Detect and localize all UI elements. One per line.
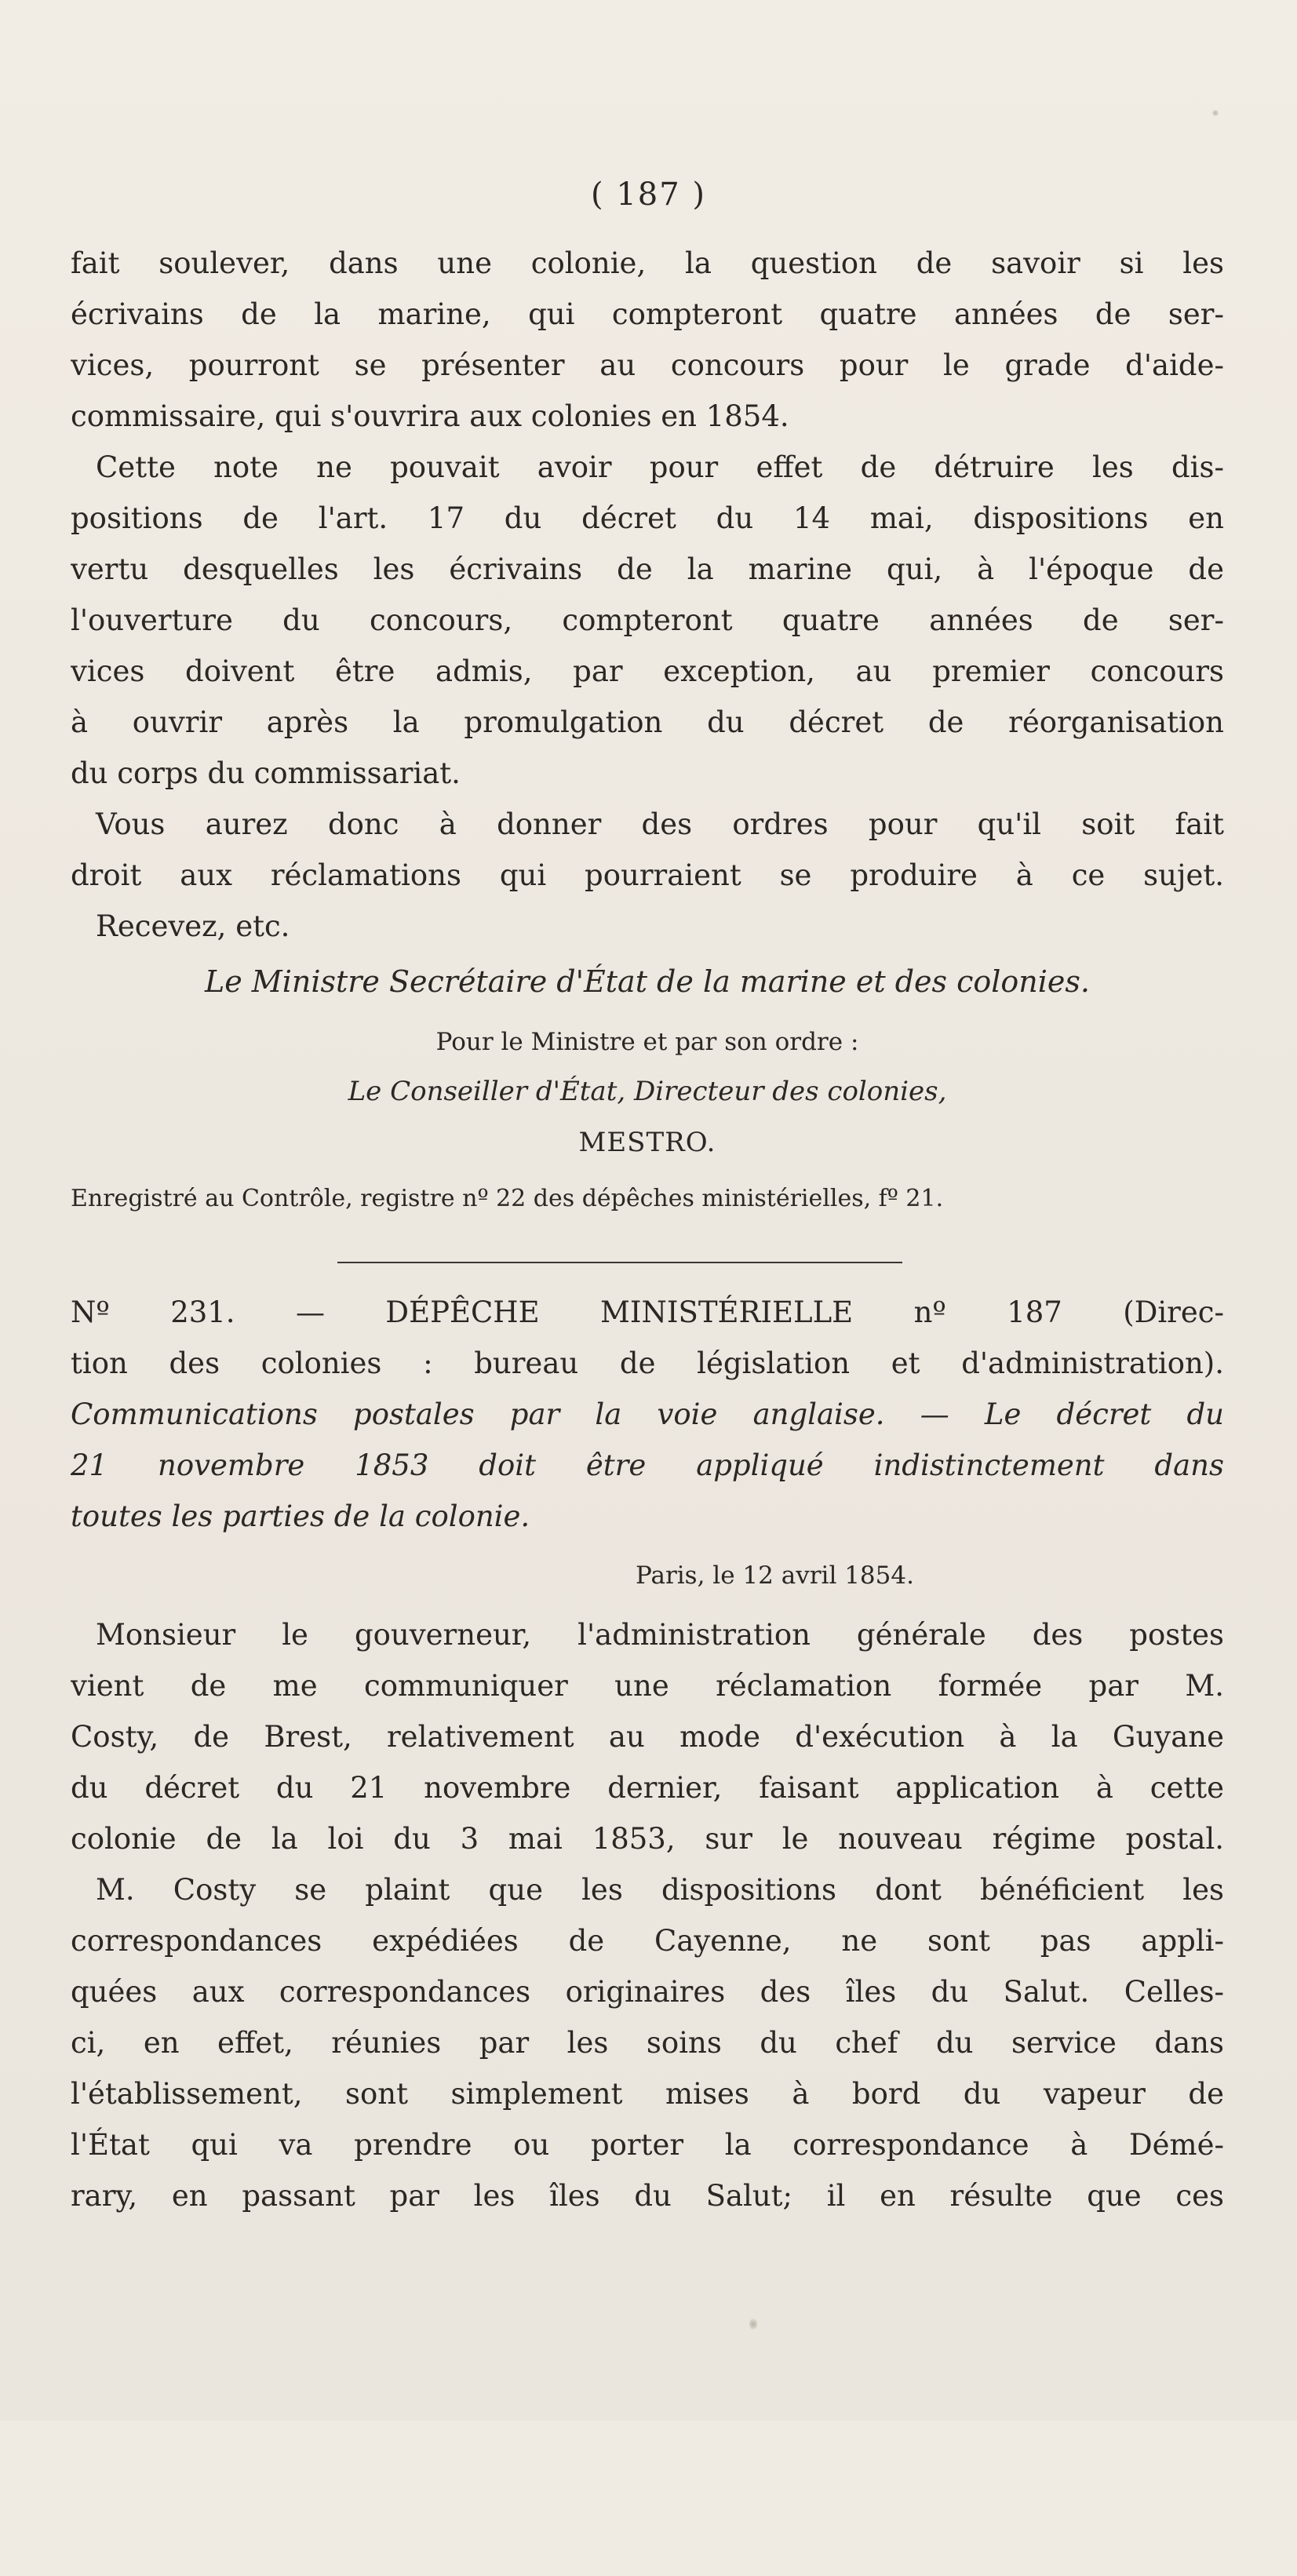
- para5-line: correspondances expédiées de Cayenne, ne sont pas appli-: [71, 1924, 1224, 1958]
- paper-spot: [749, 2319, 757, 2330]
- para1-line: fait soulever, dans une colonie, la question de savoir si les: [71, 246, 1224, 280]
- para5-line: l'établissement, sont simplement mises à bord du vapeur de: [71, 2077, 1224, 2111]
- dispatch-heading-line: Nº 231. — DÉPÊCHE MINISTÉRIELLE nº 187 (Direc-: [71, 1295, 1224, 1329]
- para4-line: Monsieur le gouverneur, l'administration générale des postes: [96, 1618, 1224, 1652]
- para5-line: M. Costy se plaint que les dispositions dont bénéficient les: [96, 1873, 1224, 1907]
- para2-line: Cette note ne pouvait avoir pour effet de détruire les dis-: [96, 450, 1224, 484]
- dispatch-heading-line: tion des colonies : bureau de législation et d'administration).: [71, 1346, 1224, 1380]
- closing-line: Recevez, etc.: [96, 909, 290, 943]
- para1-line: commissaire, qui s'ouvrira aux colonies en 1854.: [71, 399, 789, 433]
- para5-line: rary, en passant par les îles du Salut; il en résulte que ces: [71, 2179, 1224, 2213]
- dispatch-summary-line: 21 novembre 1853 doit être appliqué indistinctement dans: [71, 1448, 1224, 1482]
- para3-line: droit aux réclamations qui pourraient se produire à ce sujet.: [71, 858, 1224, 892]
- director-line: Le Conseiller d'État, Directeur des colonies,: [348, 1076, 947, 1107]
- body-text: [71, 222, 1224, 2576]
- by-order-line: Pour le Ministre et par son ordre :: [435, 1028, 859, 1056]
- para2-line: positions de l'art. 17 du décret du 14 mai, dispositions en: [71, 501, 1224, 535]
- paper-spot: [1212, 110, 1219, 116]
- registration-note: Enregistré au Contrôle, registre nº 22 des dépêches ministérielles, fº 21.: [71, 1185, 944, 1212]
- signature: MESTRO.: [578, 1127, 716, 1158]
- para5-line: l'État qui va prendre ou porter la correspondance à Démé-: [71, 2128, 1224, 2162]
- para4-line: du décret du 21 novembre dernier, faisant application à cette: [71, 1771, 1224, 1805]
- para2-line: vices doivent être admis, par exception, au premier concours: [71, 654, 1224, 688]
- para5-line: quées aux correspondances originaires des îles du Salut. Celles-: [71, 1975, 1224, 2009]
- dispatch-summary-line: Communications postales par la voie anglaise. — Le décret du: [71, 1397, 1224, 1431]
- para3-line: Vous aurez donc à donner des ordres pour qu'il soit fait: [96, 807, 1224, 841]
- para1-line: vices, pourront se présenter au concours pour le grade d'aide-: [71, 348, 1224, 382]
- minister-title: Le Ministre Secrétaire d'État de la marine et des colonies.: [205, 964, 1090, 999]
- para5-line: ci, en effet, réunies par les soins du chef du service dans: [71, 2026, 1224, 2060]
- dateline: Paris, le 12 avril 1854.: [636, 1561, 914, 1590]
- para2-line: à ouvrir après la promulgation du décret de réorganisation: [71, 705, 1224, 739]
- section-divider: [337, 1262, 902, 1263]
- para2-line: du corps du commissariat.: [71, 756, 461, 790]
- para2-line: l'ouverture du concours, compteront quatre années de ser-: [71, 603, 1224, 637]
- dispatch-summary-line: toutes les parties de la colonie.: [71, 1499, 530, 1533]
- para1-line: écrivains de la marine, qui compteront quatre années de ser-: [71, 297, 1224, 331]
- para4-line: colonie de la loi du 3 mai 1853, sur le nouveau régime postal.: [71, 1822, 1224, 1856]
- para2-line: vertu desquelles les écrivains de la marine qui, à l'époque de: [71, 552, 1224, 586]
- page-number-header: ( 187 ): [591, 177, 706, 213]
- para4-line: vient de me communiquer une réclamation formée par M.: [71, 1669, 1224, 1703]
- para4-line: Costy, de Brest, relativement au mode d'exécution à la Guyane: [71, 1720, 1224, 1754]
